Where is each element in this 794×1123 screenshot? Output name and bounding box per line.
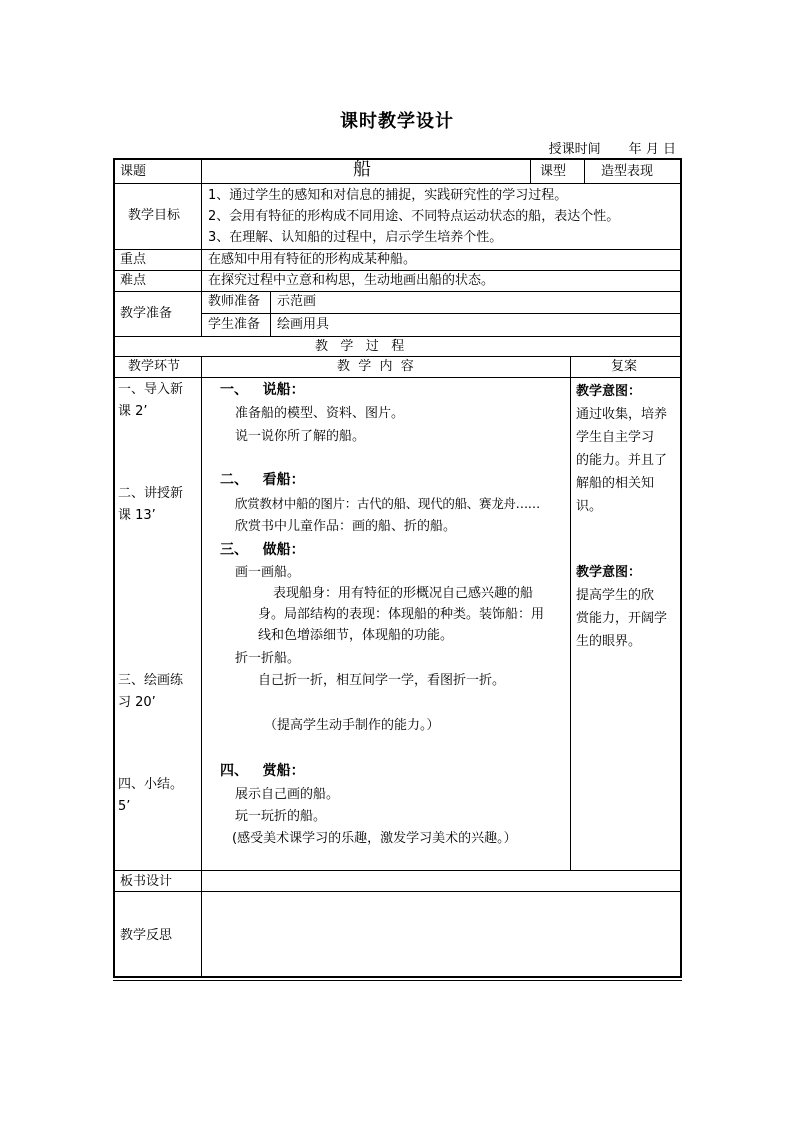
board-design-label: 板书设计 [120, 874, 173, 889]
section-4-line: 玩一玩折的船。 [235, 809, 327, 824]
key-point-text: 在感知中用有特征的形构成某种船。 [208, 252, 417, 267]
col-header-notes: 复案 [611, 359, 638, 374]
student-prep-label: 学生准备 [208, 317, 261, 332]
stage-2-line1: 二、讲授新 [118, 486, 184, 501]
teacher-prep-label: 教师准备 [208, 294, 261, 309]
row-line [113, 291, 682, 292]
section-1-line: 准备船的模型、资料、图片。 [235, 406, 405, 421]
section-3-line: 折一折船。 [235, 651, 301, 666]
type-value: 造型表现 [601, 164, 654, 179]
teacher-prep-value: 示范画 [277, 294, 317, 309]
topic-label: 课题 [120, 164, 147, 179]
stage-3-line2: 习 20’ [118, 695, 156, 710]
type-label: 课型 [540, 164, 567, 179]
col-header-stage: 教学环节 [128, 359, 181, 374]
note-2-title: 教学意图： [576, 565, 642, 580]
stage-3-line1: 三、绘画练 [118, 673, 184, 688]
section-2-heading: 二、 看船： [220, 472, 305, 488]
col-line [530, 158, 531, 183]
date-day: 日 [662, 142, 676, 157]
col-line [270, 291, 271, 336]
section-4-line: 展示自己画的船。 [235, 787, 340, 802]
row-line [113, 891, 682, 892]
row-line [201, 313, 682, 314]
section-3-line: （提高学生动手制作的能力。） [264, 718, 440, 733]
table-bottom-rule [113, 980, 682, 981]
note-1-line: 学生自主学习 [576, 430, 655, 445]
topic-value: 船 [353, 159, 371, 180]
date-month: 月 [645, 142, 659, 157]
preparation-label: 教学准备 [120, 306, 173, 321]
section-4-heading: 四、 赏船： [220, 763, 305, 779]
date-line [549, 138, 676, 157]
section-3-line: 身。局部结构的表现：体现船的种类。装饰船：用 [258, 607, 545, 622]
note-1-line: 识。 [576, 499, 603, 514]
stage-4-line2: 5’ [118, 799, 131, 814]
reflection-label: 教学反思 [120, 928, 173, 943]
row-line [113, 870, 682, 871]
note-2-line: 生的眼界。 [576, 634, 642, 649]
section-4-line: (感受美术课学习的乐趣，激发学习美术的兴趣。） [232, 831, 517, 846]
section-2-line: 欣赏书中儿童作品：画的船、折的船。 [235, 519, 457, 534]
section-2-line: 欣赏教材中船的图片：古代的船、现代的船、赛龙舟…… [235, 496, 541, 511]
note-2-line: 赏能力，开阔学 [576, 611, 668, 626]
date-year: 年 [628, 142, 642, 157]
date-label: 授课时间 [548, 142, 601, 157]
col-header-content: 教 学 内 容 [337, 359, 414, 374]
objective-item: 3、在理解、认知船的过程中，启示学生培养个性。 [208, 230, 503, 245]
note-1-line: 解船的相关知 [576, 476, 655, 491]
col-line [201, 356, 202, 978]
stage-1-line2: 课 2’ [118, 404, 148, 419]
section-3-heading: 三、 做船： [220, 542, 305, 558]
section-1-heading: 一、 说船： [220, 382, 305, 398]
note-1-line: 通过收集，培养 [576, 407, 668, 422]
section-1-line: 说一说你所了解的船。 [235, 429, 366, 444]
row-line [113, 377, 682, 378]
row-line [113, 183, 682, 184]
stage-2-line2: 课 13’ [118, 508, 156, 523]
objective-item: 1、通过学生的感知和对信息的捕捉，实践研究性的学习过程。 [208, 188, 568, 203]
section-3-line: 画一画船。 [235, 565, 301, 580]
note-1-title: 教学意图： [576, 384, 642, 399]
col-line [201, 158, 202, 336]
col-line [570, 356, 571, 870]
key-point-label: 重点 [120, 252, 147, 267]
note-2-line: 提高学生的欣 [576, 588, 655, 603]
document-title: 课时教学设计 [340, 111, 454, 132]
student-prep-value: 绘画用具 [277, 317, 330, 332]
section-3-line: 自己折一折，相互间学一学，看图折一折。 [258, 673, 506, 688]
section-3-line: 表现船身：用有特征的形概况自己感兴趣的船 [273, 586, 534, 601]
note-1-line: 的能力。并且了 [576, 453, 668, 468]
difficulty-label: 难点 [120, 273, 147, 288]
process-heading: 教 学 过 程 [315, 339, 405, 354]
difficulty-text: 在探究过程中立意和构思，生动地画出船的状态。 [208, 273, 495, 288]
objectives-label: 教学目标 [128, 208, 181, 223]
objective-item: 2、会用有特征的形构成不同用途、不同特点运动状态的船，表达个性。 [208, 209, 620, 224]
section-3-line: 线和色增添细节，体现船的功能。 [258, 628, 454, 643]
col-line [584, 158, 585, 183]
stage-4-line1: 四、小结。 [118, 777, 184, 792]
stage-1-line1: 一、导入新 [118, 382, 184, 397]
